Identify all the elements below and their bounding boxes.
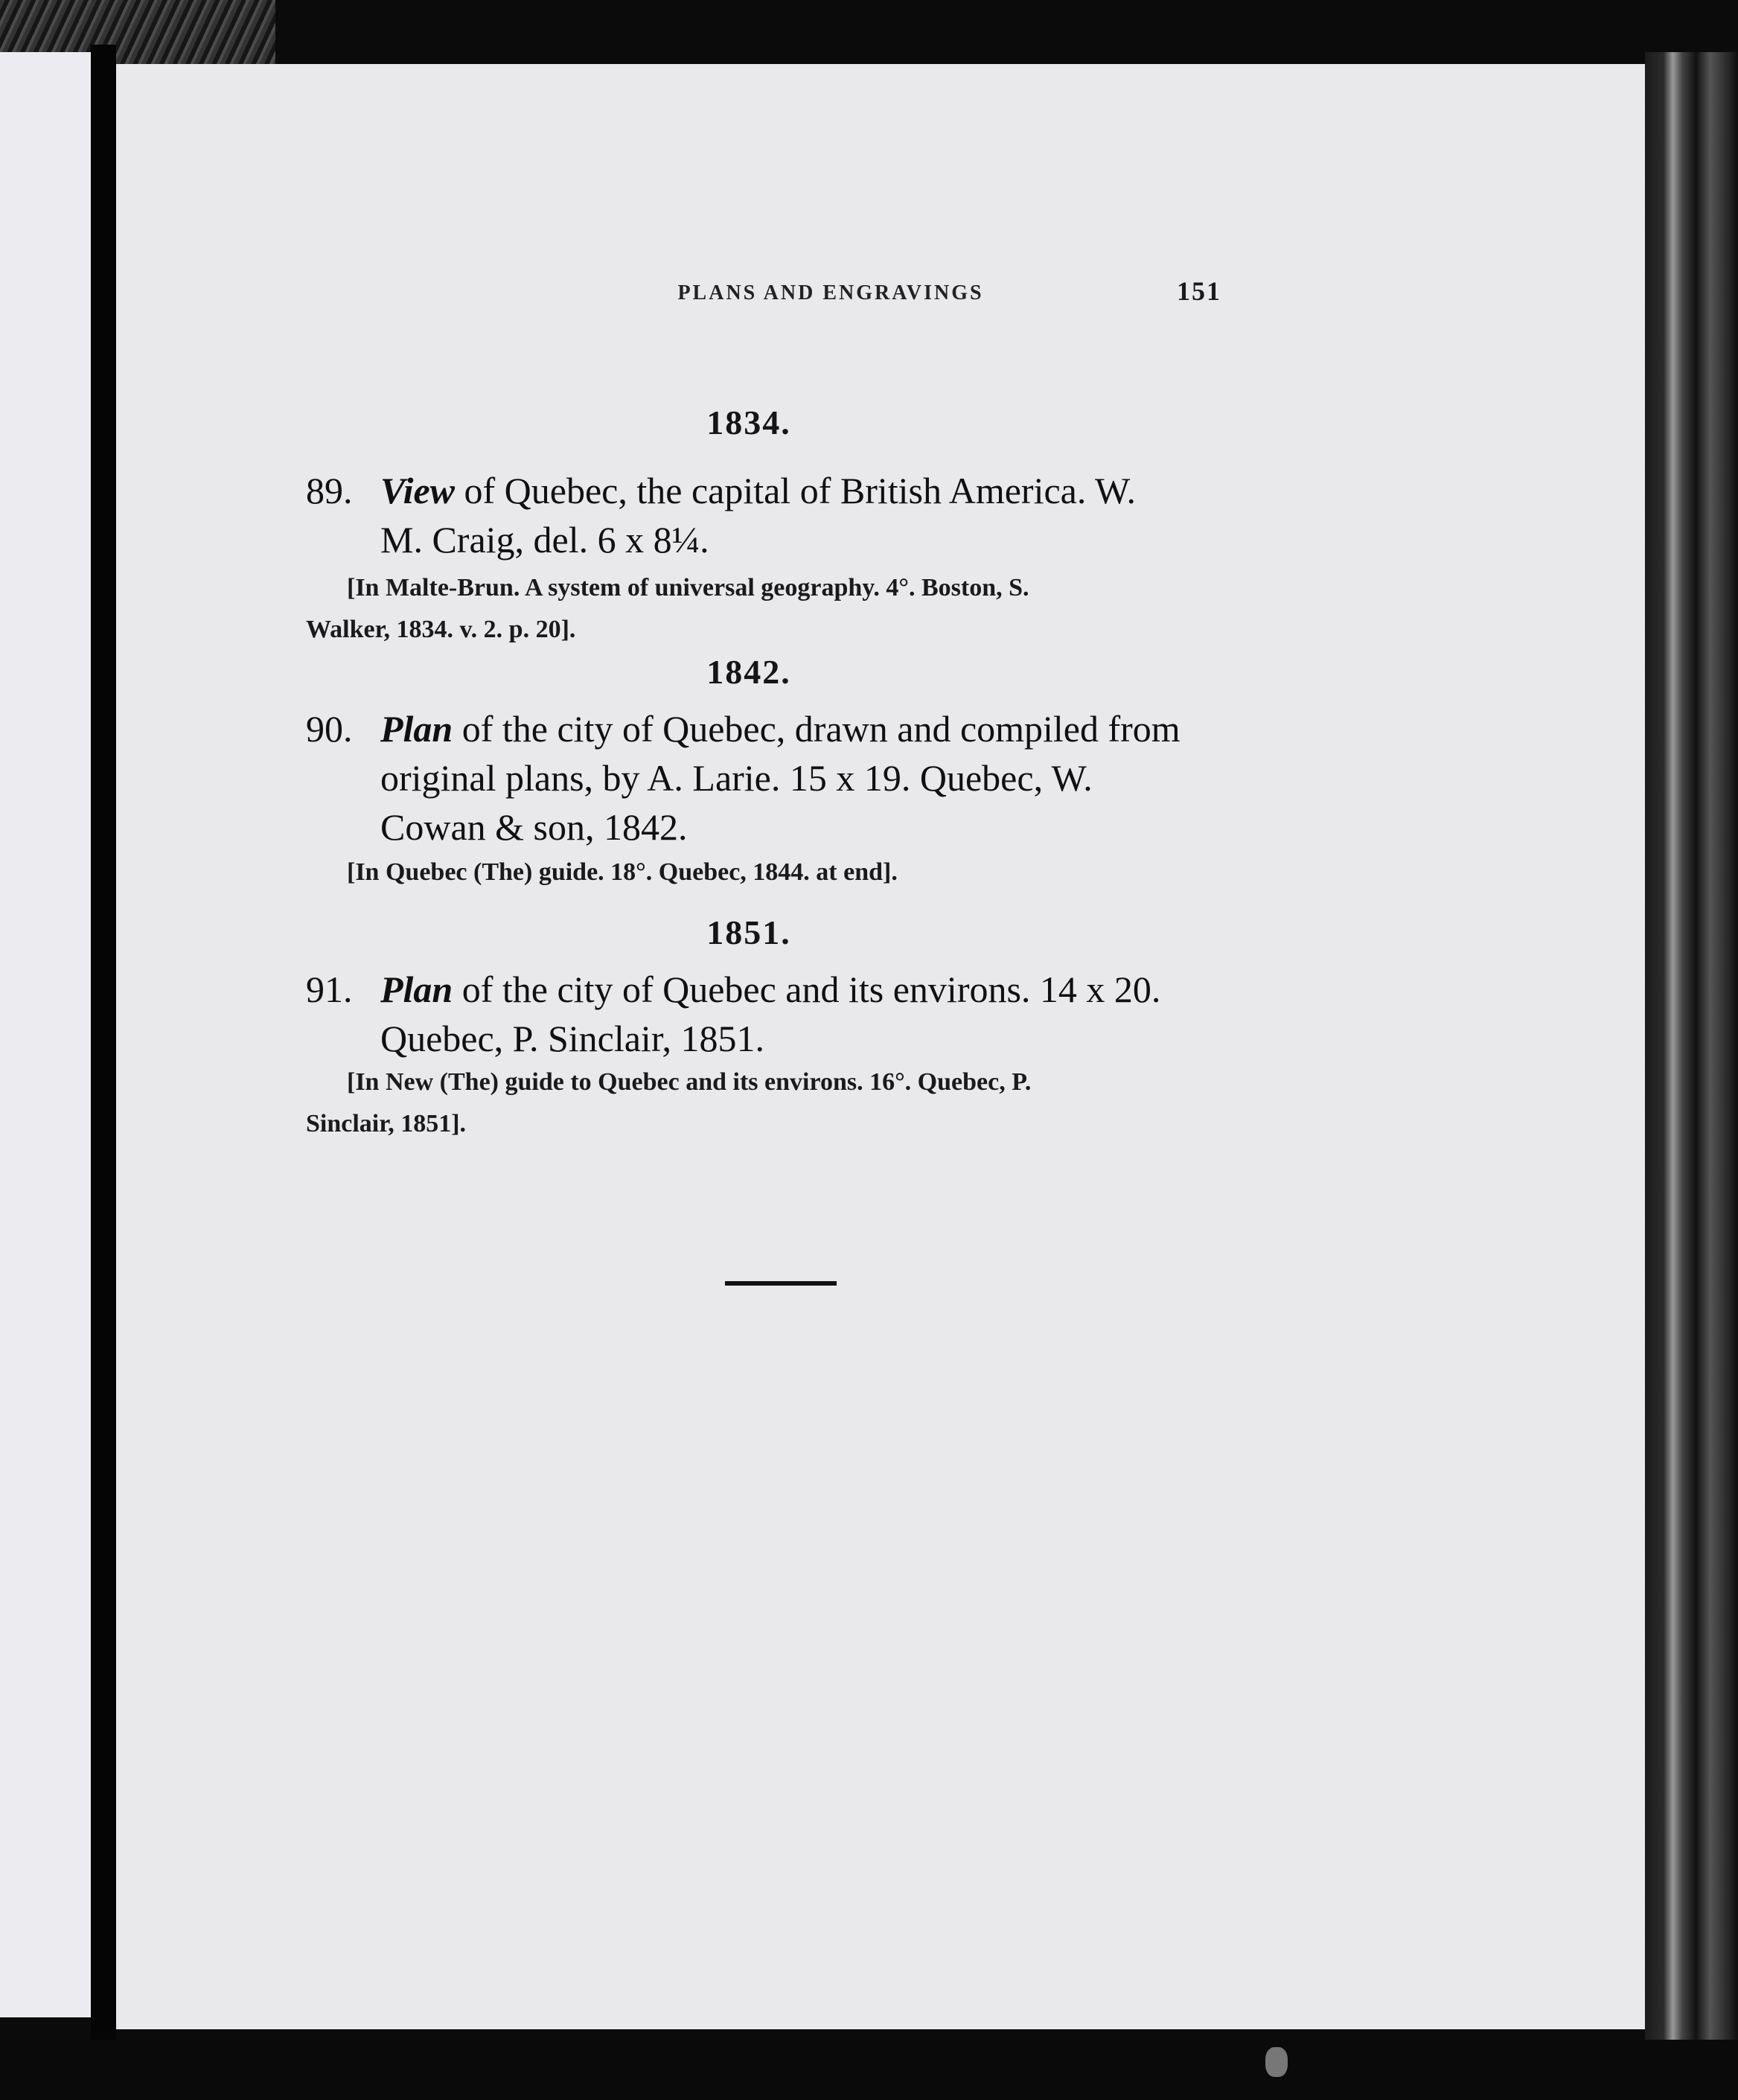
entry-line bbox=[380, 965, 1348, 1014]
year-heading: 1842. bbox=[706, 653, 791, 691]
entry-line: Cowan & son, 1842. bbox=[380, 806, 688, 848]
book-page bbox=[116, 64, 1645, 2029]
running-title: PLANS AND ENGRAVINGS bbox=[677, 281, 984, 304]
entry-number: 90. bbox=[306, 708, 353, 750]
end-rule bbox=[725, 1281, 837, 1286]
facing-page-edge bbox=[0, 52, 91, 2017]
entry-line: original plans, by A. Larie. 15 x 19. Quebec, W. bbox=[380, 757, 1093, 799]
entry-text: of the city of Quebec and its environs. 14 x 20. bbox=[453, 968, 1161, 1010]
entry-body bbox=[380, 965, 1348, 1063]
running-head bbox=[116, 276, 1645, 319]
entry-line: Quebec, P. Sinclair, 1851. bbox=[380, 1018, 764, 1059]
entry-lead: Plan bbox=[380, 708, 453, 750]
page-fore-edge bbox=[1645, 52, 1738, 2062]
scan-bottom-border bbox=[0, 2040, 1738, 2100]
note-line: Walker, 1834. v. 2. p. 20]. bbox=[306, 616, 576, 643]
year-heading: 1851. bbox=[706, 913, 791, 951]
year-heading: 1834. bbox=[706, 403, 791, 441]
entry-body bbox=[380, 704, 1348, 852]
entry-number: 89. bbox=[306, 470, 353, 511]
entry-text: of the city of Quebec, drawn and compiled from bbox=[453, 708, 1181, 750]
entry-note bbox=[306, 1062, 1348, 1145]
book-binding-shadow bbox=[91, 45, 116, 2055]
entry-note bbox=[306, 852, 1348, 893]
page-number: 151 bbox=[1177, 276, 1221, 306]
entry-line: M. Craig, del. 6 x 8¼. bbox=[380, 519, 709, 561]
note-line: [In New (The) guide to Quebec and its environs. 16°. Quebec, P. bbox=[347, 1068, 1032, 1096]
entry-number: 91. bbox=[306, 968, 353, 1010]
page-content bbox=[116, 64, 1645, 2029]
entry-lead: Plan bbox=[380, 968, 453, 1010]
entry-body bbox=[380, 466, 1348, 564]
entry-note bbox=[306, 567, 1348, 651]
note-line: [In Quebec (The) guide. 18°. Quebec, 1844. at end]. bbox=[347, 858, 898, 886]
scan-speck bbox=[1265, 2047, 1288, 2077]
entry-lead: View bbox=[380, 470, 456, 511]
entry-line bbox=[380, 704, 1348, 753]
entry-line bbox=[380, 466, 1348, 515]
entry-text: of Quebec, the capital of British America. W. bbox=[455, 470, 1137, 511]
note-line: [In Malte-Brun. A system of universal geography. 4°. Boston, S. bbox=[347, 574, 1029, 601]
note-line: Sinclair, 1851]. bbox=[306, 1110, 467, 1137]
